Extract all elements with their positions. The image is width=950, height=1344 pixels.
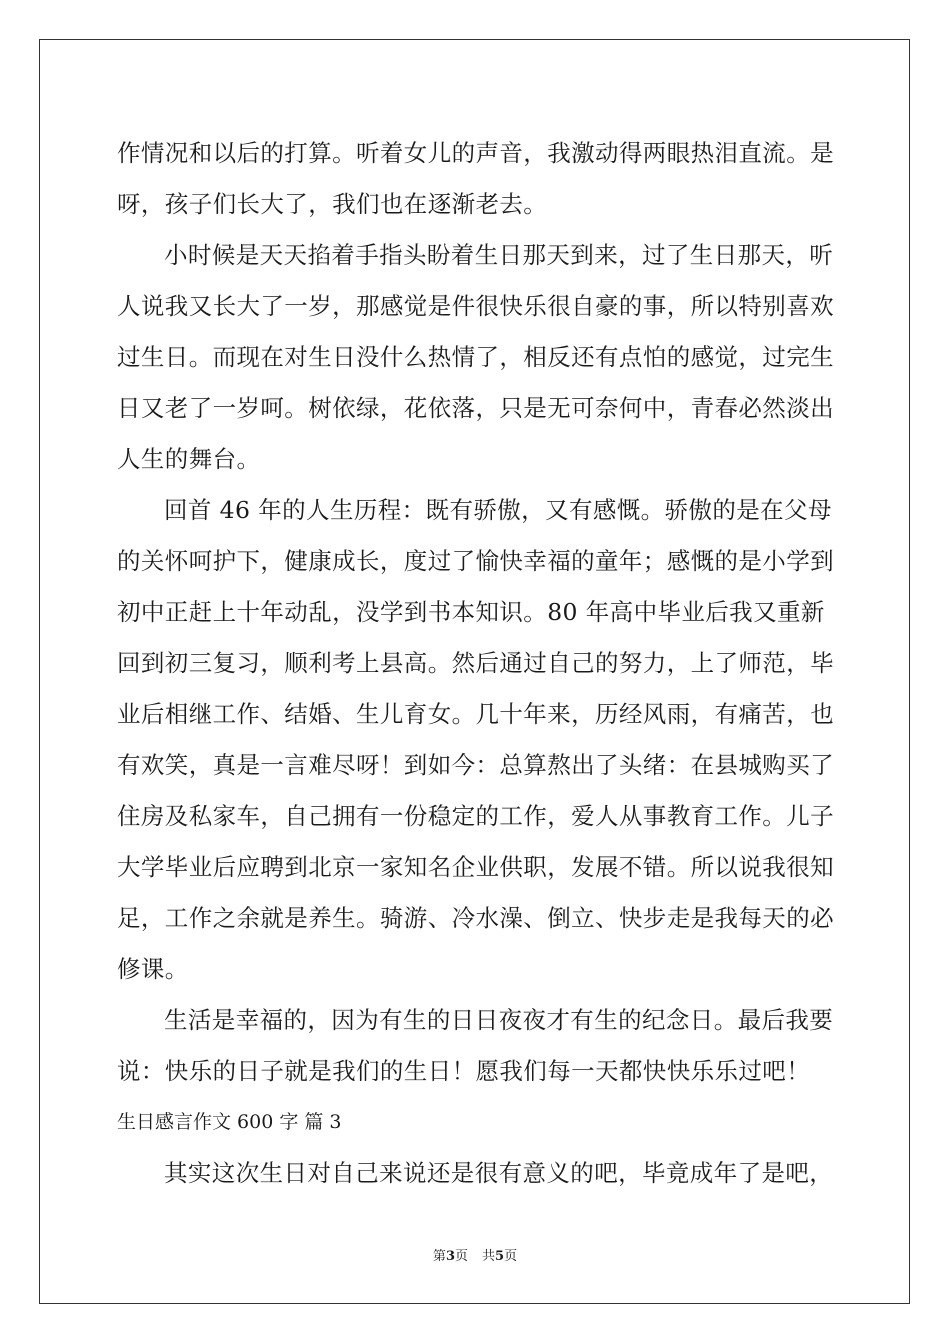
paragraph-start-line: 回首 46 年的人生历程：既有骄傲，又有感慨。骄傲的是在父母 bbox=[164, 496, 832, 524]
total-page-number: 5 bbox=[495, 1249, 505, 1264]
document-body bbox=[117, 128, 837, 1199]
text-line: 住房及私家车，自己拥有一份稳定的工作，爱人从事教育工作。儿子 bbox=[117, 802, 834, 830]
text-line: 有欢笑，真是一言难尽呀！到如今：总算熬出了头绪：在县城购买了 bbox=[117, 751, 834, 779]
page-footer bbox=[0, 1247, 950, 1267]
total-prefix: 共 bbox=[482, 1249, 496, 1264]
page-number-label bbox=[433, 1247, 468, 1267]
current-page-number: 3 bbox=[445, 1249, 455, 1264]
page-suffix: 页 bbox=[454, 1249, 468, 1264]
text-line: 呀，孩子们长大了，我们也在逐渐老去。 bbox=[117, 190, 548, 218]
paragraph-start-line: 小时候是天天掐着手指头盼着生日那天到来，过了生日那天，听 bbox=[164, 241, 834, 269]
text-line: 修课。 bbox=[117, 955, 189, 983]
text-line: 回到初三复习，顺利考上县高。然后通过自己的努力，上了师范，毕 bbox=[117, 649, 834, 677]
section-heading: 生日感言作文 600 字 篇 3 bbox=[117, 1111, 342, 1133]
total-suffix: 页 bbox=[504, 1249, 518, 1264]
text-line: 的关怀呵护下，健康成长，度过了愉快幸福的童年；感慨的是小学到 bbox=[117, 547, 834, 575]
paragraph-start-line: 其实这次生日对自己来说还是很有意义的吧，毕竟成年了是吧， bbox=[164, 1159, 834, 1187]
text-line: 人生的舞台。 bbox=[117, 445, 261, 473]
text-line: 说：快乐的日子就是我们的生日！愿我们每一天都快快乐乐过吧！ bbox=[117, 1057, 811, 1085]
text-line: 大学毕业后应聘到北京一家知名企业供职，发展不错。所以说我很知 bbox=[117, 853, 834, 881]
text-line: 业后相继工作、结婚、生儿育女。几十年来，历经风雨，有痛苦，也 bbox=[117, 700, 834, 728]
text-line: 足，工作之余就是养生。骑游、冷水澡、倒立、快步走是我每天的必 bbox=[117, 904, 834, 932]
page-prefix: 第 bbox=[432, 1249, 446, 1264]
paragraph-start-line: 生活是幸福的，因为有生的日日夜夜才有生的纪念日。最后我要 bbox=[164, 1006, 834, 1034]
text-line: 过生日。而现在对生日没什么热情了，相反还有点怕的感觉，过完生 bbox=[117, 343, 834, 371]
text-line: 作情况和以后的打算。听着女儿的声音，我激动得两眼热泪直流。是 bbox=[117, 139, 834, 167]
text-line: 初中正赶上十年动乱，没学到书本知识。80 年高中毕业后我又重新 bbox=[117, 598, 825, 626]
page-total-label bbox=[482, 1247, 517, 1267]
text-line: 日又老了一岁呵。树依绿，花依落，只是无可奈何中，青春必然淡出 bbox=[117, 394, 834, 422]
text-line: 人说我又长大了一岁，那感觉是件很快乐很自豪的事，所以特别喜欢 bbox=[117, 292, 834, 320]
